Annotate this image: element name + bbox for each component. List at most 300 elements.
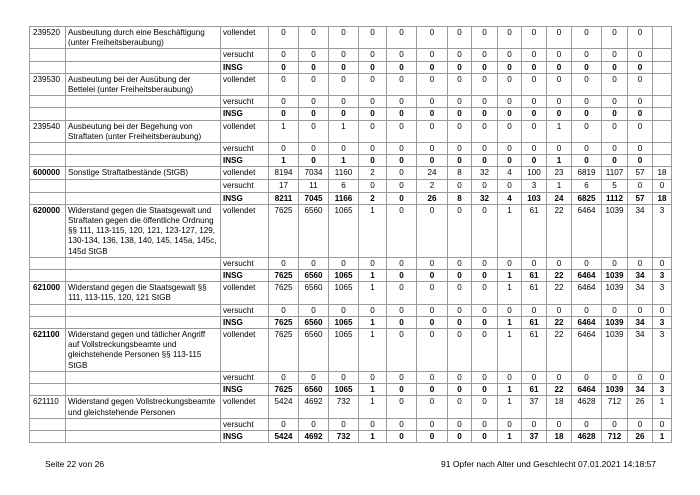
value-cell: 0	[572, 108, 602, 120]
value-cell: 0	[602, 304, 628, 316]
value-cell: 32	[472, 192, 498, 204]
offense-code-empty	[30, 61, 66, 73]
value-cell: 0	[387, 143, 417, 155]
table-body	[30, 27, 672, 443]
value-cell: 0	[572, 61, 602, 73]
value-cell: 0	[359, 155, 387, 167]
value-cell: 0	[628, 418, 653, 430]
table-row	[30, 384, 672, 396]
value-cell: 1	[498, 282, 522, 304]
offense-description-empty	[66, 108, 221, 120]
value-cell: 0	[472, 282, 498, 304]
value-cell: 0	[572, 304, 602, 316]
value-cell: 0	[472, 270, 498, 282]
value-cell: 0	[602, 73, 628, 95]
value-cell: 0	[602, 61, 628, 73]
table-row	[30, 304, 672, 316]
value-cell: 0	[299, 304, 329, 316]
value-cell: 0	[602, 27, 628, 49]
value-cell: 0	[498, 61, 522, 73]
value-cell: 0	[448, 73, 472, 95]
value-cell: 0	[387, 96, 417, 108]
value-cell: 0	[299, 257, 329, 269]
value-cell: 0	[359, 49, 387, 61]
value-cell	[653, 120, 672, 142]
value-cell: 732	[329, 430, 359, 442]
value-cell	[653, 61, 672, 73]
value-cell: 0	[472, 73, 498, 95]
value-cell: 6560	[299, 282, 329, 304]
offense-code-empty	[30, 304, 66, 316]
value-cell: 0	[602, 155, 628, 167]
value-cell: 1065	[329, 329, 359, 372]
value-cell: 0	[547, 418, 572, 430]
table-row	[30, 430, 672, 442]
value-cell: 7625	[269, 384, 299, 396]
value-cell: 0	[448, 49, 472, 61]
value-cell: 1	[498, 270, 522, 282]
value-cell: 0	[498, 257, 522, 269]
table-row	[30, 73, 672, 95]
value-cell: 0	[472, 316, 498, 328]
value-cell: 0	[498, 27, 522, 49]
value-cell	[653, 73, 672, 95]
value-cell: 0	[522, 73, 547, 95]
value-cell: 0	[329, 257, 359, 269]
offense-description-empty	[66, 143, 221, 155]
offense-description: Ausbeutung bei der Ausübung der Bettelei (unter Freiheitsberaubung)	[66, 73, 221, 95]
value-cell: 0	[387, 192, 417, 204]
offense-description-empty	[66, 270, 221, 282]
value-cell: 32	[472, 167, 498, 180]
value-cell: 26	[628, 396, 653, 418]
value-cell: 0	[387, 155, 417, 167]
value-cell: 0	[547, 96, 572, 108]
value-cell: 1039	[602, 316, 628, 328]
value-cell: 0	[572, 257, 602, 269]
offense-code-empty	[30, 108, 66, 120]
value-cell: 11	[299, 180, 329, 192]
value-cell: 2	[359, 192, 387, 204]
value-cell: 0	[498, 49, 522, 61]
value-cell: 1112	[602, 192, 628, 204]
status-label: vollendet	[221, 167, 269, 180]
value-cell: 0	[417, 73, 448, 95]
offense-code-empty	[30, 192, 66, 204]
value-cell: 7045	[299, 192, 329, 204]
value-cell: 1039	[602, 204, 628, 257]
value-cell: 34	[628, 270, 653, 282]
value-cell: 0	[359, 120, 387, 142]
value-cell: 4628	[572, 396, 602, 418]
value-cell: 7034	[299, 167, 329, 180]
value-cell: 0	[359, 27, 387, 49]
value-cell: 1	[359, 270, 387, 282]
value-cell: 0	[269, 49, 299, 61]
value-cell: 1065	[329, 316, 359, 328]
value-cell: 0	[448, 204, 472, 257]
value-cell: 1	[498, 396, 522, 418]
value-cell: 0	[417, 27, 448, 49]
table-row	[30, 120, 672, 142]
offense-description-empty	[66, 155, 221, 167]
value-cell: 1065	[329, 282, 359, 304]
status-label: INSG	[221, 316, 269, 328]
value-cell: 0	[472, 61, 498, 73]
value-cell: 0	[359, 96, 387, 108]
value-cell: 1	[359, 329, 387, 372]
value-cell: 0	[602, 371, 628, 383]
offense-description-empty	[66, 418, 221, 430]
status-label: vollendet	[221, 120, 269, 142]
value-cell: 0	[417, 384, 448, 396]
table-row	[30, 418, 672, 430]
offense-description-empty	[66, 49, 221, 61]
value-cell: 0	[417, 108, 448, 120]
value-cell: 1	[498, 316, 522, 328]
value-cell: 0	[269, 27, 299, 49]
value-cell: 0	[628, 49, 653, 61]
value-cell: 0	[387, 257, 417, 269]
status-label: INSG	[221, 61, 269, 73]
value-cell: 0	[472, 49, 498, 61]
statistics-table-page	[29, 26, 671, 443]
value-cell: 18	[547, 430, 572, 442]
value-cell: 0	[498, 108, 522, 120]
value-cell: 1	[547, 180, 572, 192]
value-cell: 0	[448, 396, 472, 418]
value-cell: 0	[387, 49, 417, 61]
offense-code: 620000	[30, 204, 66, 257]
value-cell: 712	[602, 396, 628, 418]
value-cell	[653, 143, 672, 155]
value-cell: 0	[472, 396, 498, 418]
value-cell: 100	[522, 167, 547, 180]
value-cell: 0	[359, 73, 387, 95]
table-row	[30, 96, 672, 108]
value-cell: 6464	[572, 316, 602, 328]
offense-code-empty	[30, 143, 66, 155]
value-cell: 8211	[269, 192, 299, 204]
status-label: versucht	[221, 304, 269, 316]
value-cell: 0	[299, 96, 329, 108]
value-cell: 2	[417, 180, 448, 192]
value-cell: 0	[572, 120, 602, 142]
value-cell: 7625	[269, 282, 299, 304]
value-cell: 0	[498, 73, 522, 95]
value-cell: 0	[269, 108, 299, 120]
value-cell: 0	[628, 155, 653, 167]
value-cell: 0	[387, 180, 417, 192]
status-label: INSG	[221, 384, 269, 396]
value-cell	[653, 49, 672, 61]
value-cell: 0	[387, 120, 417, 142]
offense-description: Ausbeutung durch eine Beschäftigung (unter Freiheitsberaubung)	[66, 27, 221, 49]
value-cell: 0	[498, 96, 522, 108]
value-cell: 0	[572, 155, 602, 167]
value-cell	[653, 108, 672, 120]
value-cell: 6560	[299, 316, 329, 328]
value-cell: 23	[547, 167, 572, 180]
value-cell: 26	[628, 430, 653, 442]
offense-code: 239520	[30, 27, 66, 49]
value-cell: 0	[387, 27, 417, 49]
value-cell: 0	[448, 384, 472, 396]
value-cell: 0	[602, 49, 628, 61]
value-cell: 0	[387, 282, 417, 304]
value-cell: 1	[359, 396, 387, 418]
value-cell: 0	[387, 204, 417, 257]
table-row	[30, 192, 672, 204]
value-cell: 0	[498, 371, 522, 383]
value-cell: 57	[628, 167, 653, 180]
offense-description: Widerstand gegen und tätlicher Angriff auf Vollstreckungsbeamte und gleichstehende Personen §§ 113-115 StGB	[66, 329, 221, 372]
offense-description: Widerstand gegen Vollstreckungsbeamte und gleichstehende Personen	[66, 396, 221, 418]
value-cell: 0	[329, 96, 359, 108]
value-cell: 0	[653, 418, 672, 430]
value-cell: 1	[359, 282, 387, 304]
offense-code-empty	[30, 96, 66, 108]
status-label: INSG	[221, 155, 269, 167]
table-row	[30, 316, 672, 328]
value-cell: 0	[472, 430, 498, 442]
value-cell: 4692	[299, 430, 329, 442]
value-cell: 0	[628, 27, 653, 49]
value-cell: 0	[417, 304, 448, 316]
value-cell: 3	[653, 384, 672, 396]
value-cell: 0	[522, 96, 547, 108]
value-cell: 6819	[572, 167, 602, 180]
offense-code: 621110	[30, 396, 66, 418]
value-cell: 0	[417, 316, 448, 328]
offense-code-empty	[30, 384, 66, 396]
value-cell: 0	[628, 371, 653, 383]
value-cell: 0	[628, 61, 653, 73]
value-cell: 0	[522, 27, 547, 49]
value-cell: 0	[299, 143, 329, 155]
value-cell: 1	[359, 316, 387, 328]
value-cell: 0	[522, 49, 547, 61]
status-label: vollendet	[221, 329, 269, 372]
value-cell: 61	[522, 316, 547, 328]
value-cell: 0	[472, 384, 498, 396]
value-cell: 1	[359, 384, 387, 396]
value-cell: 0	[602, 108, 628, 120]
value-cell: 0	[522, 61, 547, 73]
table-row	[30, 143, 672, 155]
table-row	[30, 180, 672, 192]
value-cell: 0	[269, 257, 299, 269]
value-cell: 0	[547, 73, 572, 95]
value-cell: 0	[448, 61, 472, 73]
offense-code: 239530	[30, 73, 66, 95]
offense-description-empty	[66, 304, 221, 316]
value-cell: 0	[299, 61, 329, 73]
table-row	[30, 61, 672, 73]
value-cell: 0	[329, 371, 359, 383]
value-cell: 3	[653, 329, 672, 372]
value-cell: 0	[602, 257, 628, 269]
value-cell: 0	[417, 396, 448, 418]
table-row	[30, 396, 672, 418]
value-cell: 0	[448, 143, 472, 155]
value-cell: 0	[547, 61, 572, 73]
value-cell: 0	[522, 418, 547, 430]
value-cell: 1	[359, 430, 387, 442]
value-cell: 0	[417, 371, 448, 383]
table-row	[30, 108, 672, 120]
value-cell: 0	[448, 108, 472, 120]
offense-code: 621000	[30, 282, 66, 304]
value-cell: 7625	[269, 204, 299, 257]
value-cell: 0	[387, 418, 417, 430]
value-cell: 0	[498, 418, 522, 430]
value-cell: 1	[498, 430, 522, 442]
value-cell: 1	[329, 120, 359, 142]
value-cell: 0	[359, 418, 387, 430]
value-cell: 6464	[572, 384, 602, 396]
offense-code-empty	[30, 430, 66, 442]
value-cell: 0	[387, 329, 417, 372]
value-cell: 6464	[572, 329, 602, 372]
value-cell: 0	[547, 27, 572, 49]
value-cell	[653, 27, 672, 49]
value-cell: 61	[522, 329, 547, 372]
value-cell	[653, 155, 672, 167]
value-cell: 0	[628, 143, 653, 155]
value-cell: 0	[359, 304, 387, 316]
value-cell: 34	[628, 329, 653, 372]
value-cell: 3	[653, 282, 672, 304]
statistics-table	[29, 26, 672, 443]
value-cell: 0	[472, 108, 498, 120]
value-cell: 0	[547, 371, 572, 383]
value-cell: 0	[269, 304, 299, 316]
value-cell: 0	[522, 304, 547, 316]
status-label: versucht	[221, 49, 269, 61]
status-label: versucht	[221, 418, 269, 430]
status-label: INSG	[221, 270, 269, 282]
status-label: vollendet	[221, 27, 269, 49]
offense-code-empty	[30, 418, 66, 430]
value-cell: 0	[653, 371, 672, 383]
offense-description-empty	[66, 257, 221, 269]
value-cell: 3	[522, 180, 547, 192]
value-cell: 0	[417, 143, 448, 155]
value-cell: 0	[522, 143, 547, 155]
value-cell: 61	[522, 204, 547, 257]
offense-code-empty	[30, 155, 66, 167]
value-cell: 0	[387, 396, 417, 418]
value-cell: 1065	[329, 384, 359, 396]
value-cell: 1	[498, 384, 522, 396]
value-cell: 0	[269, 96, 299, 108]
value-cell: 61	[522, 270, 547, 282]
value-cell: 0	[387, 384, 417, 396]
value-cell: 0	[299, 155, 329, 167]
value-cell: 103	[522, 192, 547, 204]
value-cell: 0	[417, 204, 448, 257]
value-cell: 1039	[602, 329, 628, 372]
value-cell: 0	[498, 180, 522, 192]
value-cell: 1	[653, 430, 672, 442]
value-cell: 6464	[572, 270, 602, 282]
value-cell: 61	[522, 282, 547, 304]
value-cell: 17	[269, 180, 299, 192]
value-cell: 4628	[572, 430, 602, 442]
value-cell: 0	[359, 257, 387, 269]
value-cell: 0	[572, 143, 602, 155]
value-cell: 0	[448, 316, 472, 328]
value-cell: 0	[628, 73, 653, 95]
value-cell: 0	[448, 155, 472, 167]
table-row	[30, 371, 672, 383]
value-cell: 0	[472, 329, 498, 372]
value-cell: 0	[628, 96, 653, 108]
offense-code-empty	[30, 49, 66, 61]
value-cell: 4692	[299, 396, 329, 418]
value-cell: 0	[417, 329, 448, 372]
value-cell: 0	[522, 120, 547, 142]
value-cell: 1065	[329, 204, 359, 257]
value-cell: 732	[329, 396, 359, 418]
value-cell: 5424	[269, 430, 299, 442]
value-cell: 0	[359, 143, 387, 155]
value-cell: 0	[417, 120, 448, 142]
value-cell: 1039	[602, 282, 628, 304]
value-cell: 34	[628, 282, 653, 304]
status-label: versucht	[221, 96, 269, 108]
value-cell: 0	[547, 304, 572, 316]
table-row	[30, 49, 672, 61]
offense-description: Widerstand gegen die Staatsgewalt §§ 111, 113-115, 120, 121 StGB	[66, 282, 221, 304]
value-cell: 0	[329, 27, 359, 49]
value-cell: 0	[359, 371, 387, 383]
value-cell: 5424	[269, 396, 299, 418]
value-cell: 37	[522, 430, 547, 442]
value-cell: 0	[417, 49, 448, 61]
table-row	[30, 204, 672, 257]
value-cell: 0	[387, 167, 417, 180]
value-cell: 0	[472, 120, 498, 142]
value-cell: 0	[448, 430, 472, 442]
value-cell: 0	[299, 108, 329, 120]
value-cell: 0	[602, 120, 628, 142]
value-cell: 0	[448, 180, 472, 192]
value-cell: 0	[472, 371, 498, 383]
value-cell: 34	[628, 204, 653, 257]
value-cell: 4	[498, 167, 522, 180]
table-row	[30, 257, 672, 269]
value-cell: 0	[653, 180, 672, 192]
value-cell: 24	[547, 192, 572, 204]
value-cell: 0	[653, 257, 672, 269]
table-row	[30, 167, 672, 180]
value-cell: 0	[387, 61, 417, 73]
offense-description-empty	[66, 316, 221, 328]
value-cell: 1039	[602, 384, 628, 396]
value-cell: 18	[653, 167, 672, 180]
value-cell: 34	[628, 316, 653, 328]
value-cell: 0	[329, 418, 359, 430]
value-cell: 61	[522, 384, 547, 396]
offense-description-empty	[66, 192, 221, 204]
status-label: vollendet	[221, 73, 269, 95]
value-cell: 22	[547, 316, 572, 328]
value-cell: 0	[329, 304, 359, 316]
value-cell: 0	[387, 304, 417, 316]
value-cell: 1039	[602, 270, 628, 282]
